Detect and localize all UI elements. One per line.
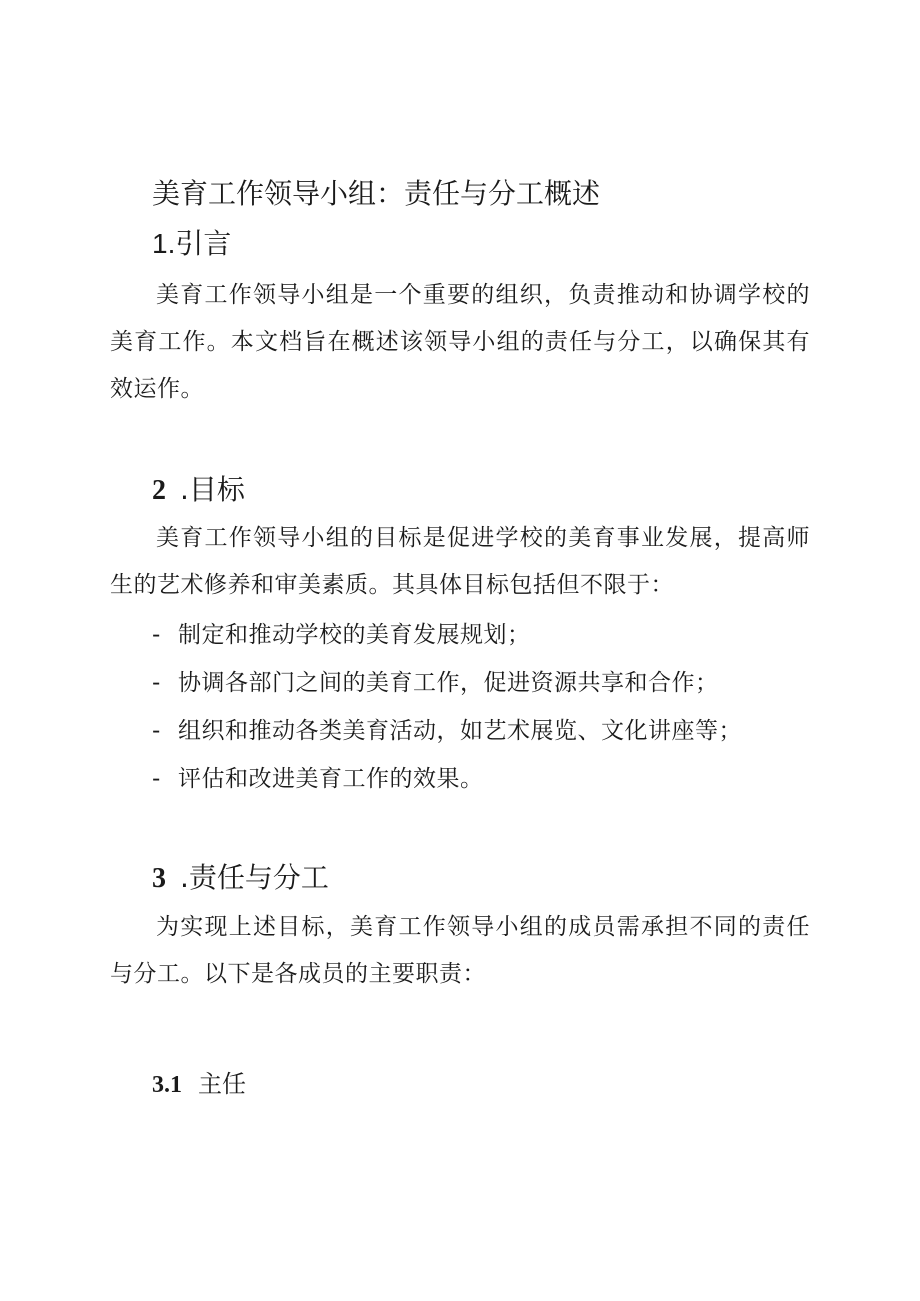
list-item-text: 组织和推动各类美育活动，如艺术展览、文化讲座等； — [178, 718, 742, 744]
list-item — [152, 716, 742, 746]
bullet-marker: - — [152, 718, 161, 744]
responsibilities-paragraph: 为实现上述目标，美育工作领导小组的成员需承担不同的责任与分工。以下是各成员的主要职责： — [110, 914, 810, 987]
section-heading-text: .责任与分工 — [180, 861, 329, 894]
document-title: 美育工作领导小组：责任与分工概述 — [152, 177, 601, 210]
list-item-text: 协调各部门之间的美育工作，促进资源共享和合作； — [178, 670, 719, 696]
subsection-heading-director — [152, 1068, 246, 1101]
list-item — [152, 764, 484, 794]
section-number: 2 — [152, 475, 166, 506]
subsection-number: 3.1 — [152, 1072, 182, 1098]
section-heading-text: 引言 — [175, 227, 232, 260]
subsection-heading-text: 主任 — [198, 1070, 246, 1098]
goals-paragraph: 美育工作领导小组的目标是促进学校的美育事业发展，提高师生的艺术修养和审美素质。其具体目标包括但不限于： — [110, 525, 810, 598]
list-item — [152, 668, 719, 698]
section-heading-intro — [152, 226, 231, 262]
section-heading-goals — [152, 472, 245, 509]
list-item-text: 评估和改进美育工作的效果。 — [178, 766, 484, 792]
bullet-marker: - — [152, 670, 161, 696]
list-item — [152, 620, 531, 650]
intro-paragraph: 美育工作领导小组是一个重要的组织，负责推动和协调学校的美育工作。本文档旨在概述该领导小组的责任与分工，以确保其有效运作。 — [110, 282, 810, 402]
section-number: 3 — [152, 863, 166, 894]
section-heading-text: .目标 — [180, 473, 245, 506]
section-heading-responsibilities — [152, 860, 329, 897]
bullet-marker: - — [152, 766, 161, 792]
bullet-marker: - — [152, 622, 161, 648]
section-number: 1. — [152, 228, 176, 259]
list-item-text: 制定和推动学校的美育发展规划； — [178, 622, 531, 648]
